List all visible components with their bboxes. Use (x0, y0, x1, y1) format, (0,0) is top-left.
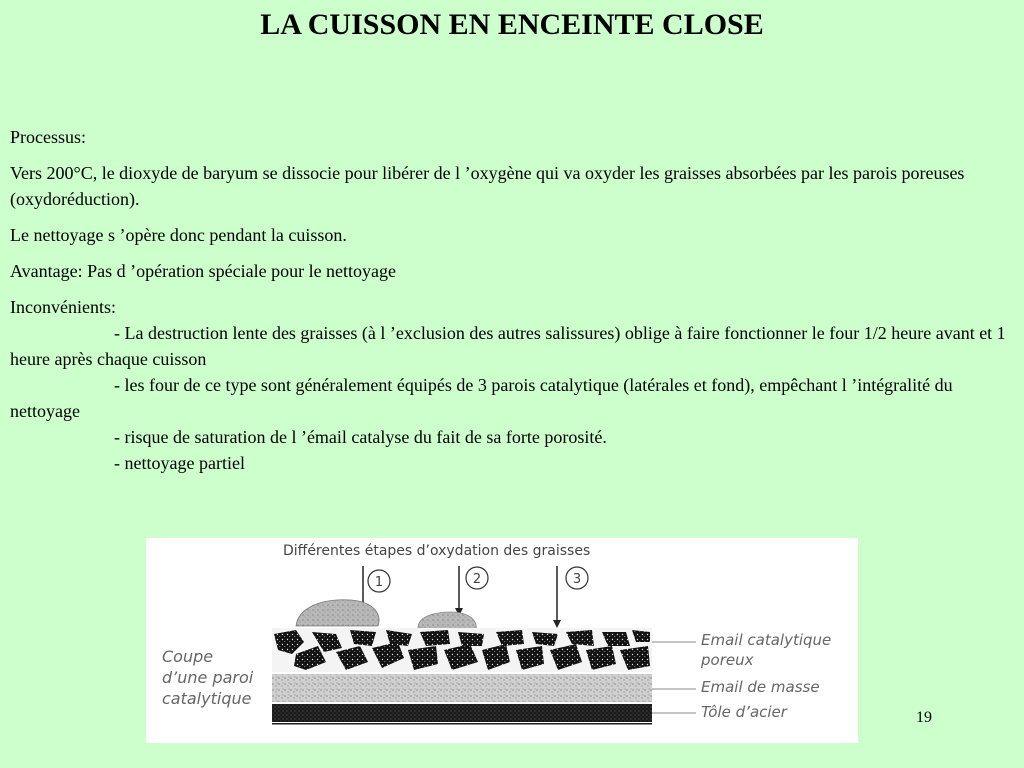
slide-title: LA CUISSON EN ENCEINTE CLOSE (260, 8, 764, 41)
grease-deposit-1 (296, 600, 379, 626)
layer-base-enamel (272, 674, 652, 702)
catalytic-wall-figure (146, 538, 858, 743)
catalytic-wall-diagram (146, 538, 858, 743)
slide-body (10, 124, 1010, 476)
section-label-line2: d’une paroi (162, 668, 254, 687)
avantage-text: Avantage: Pas d ’opération spéciale pour le nettoyage (10, 261, 397, 281)
layer-steel-sheet (272, 704, 652, 722)
step-marker-3 (553, 566, 588, 628)
section-label-line3: catalytique (162, 689, 252, 708)
processus-text: Vers 200°C, le dioxyde de baryum se dissocie pour libérer de l ’oxygène qui va oxyder les graisses absorbées par les parois poreuses (oxydoréduction). (10, 163, 965, 209)
inconvenient-item-2: - les four de ce type sont généralement équipés de 3 parois catalytique (latérales et fond), empêchant l ’intégralité du nettoyage (10, 375, 953, 421)
svg-text:2: 2 (472, 572, 482, 587)
inconvenient-item-1: - La destruction lente des graisses (à l ’exclusion des autres salissures) oblige à faire fonctionner le four 1/2 heure avant et 1 heure après chaque cuisson (10, 323, 1006, 369)
svg-text:3: 3 (572, 572, 582, 587)
step-marker-2 (455, 566, 488, 616)
label-steel-sheet: Tôle d’acier (701, 703, 787, 721)
figure-caption: Différentes étapes d’oxydation des graisses (283, 543, 591, 559)
label-catalytic-line2: poreux (701, 651, 754, 669)
label-base-enamel: Email de masse (701, 678, 820, 696)
nettoyage-text: Le nettoyage s ’opère donc pendant la cuisson. (10, 225, 347, 245)
processus-label: Processus: (10, 127, 86, 147)
page-number: 19 (916, 709, 932, 726)
inconvenients-label: Inconvénients: (10, 297, 116, 317)
inconvenient-item-3: - risque de saturation de l ’émail catalyse du fait de sa forte porosité. (114, 427, 607, 447)
grease-deposit-2 (418, 612, 476, 630)
section-label-line1: Coupe (162, 647, 214, 666)
label-catalytic-line1: Email catalytique (701, 631, 832, 649)
svg-text:1: 1 (374, 575, 384, 590)
inconvenient-item-4: - nettoyage partiel (114, 453, 245, 473)
